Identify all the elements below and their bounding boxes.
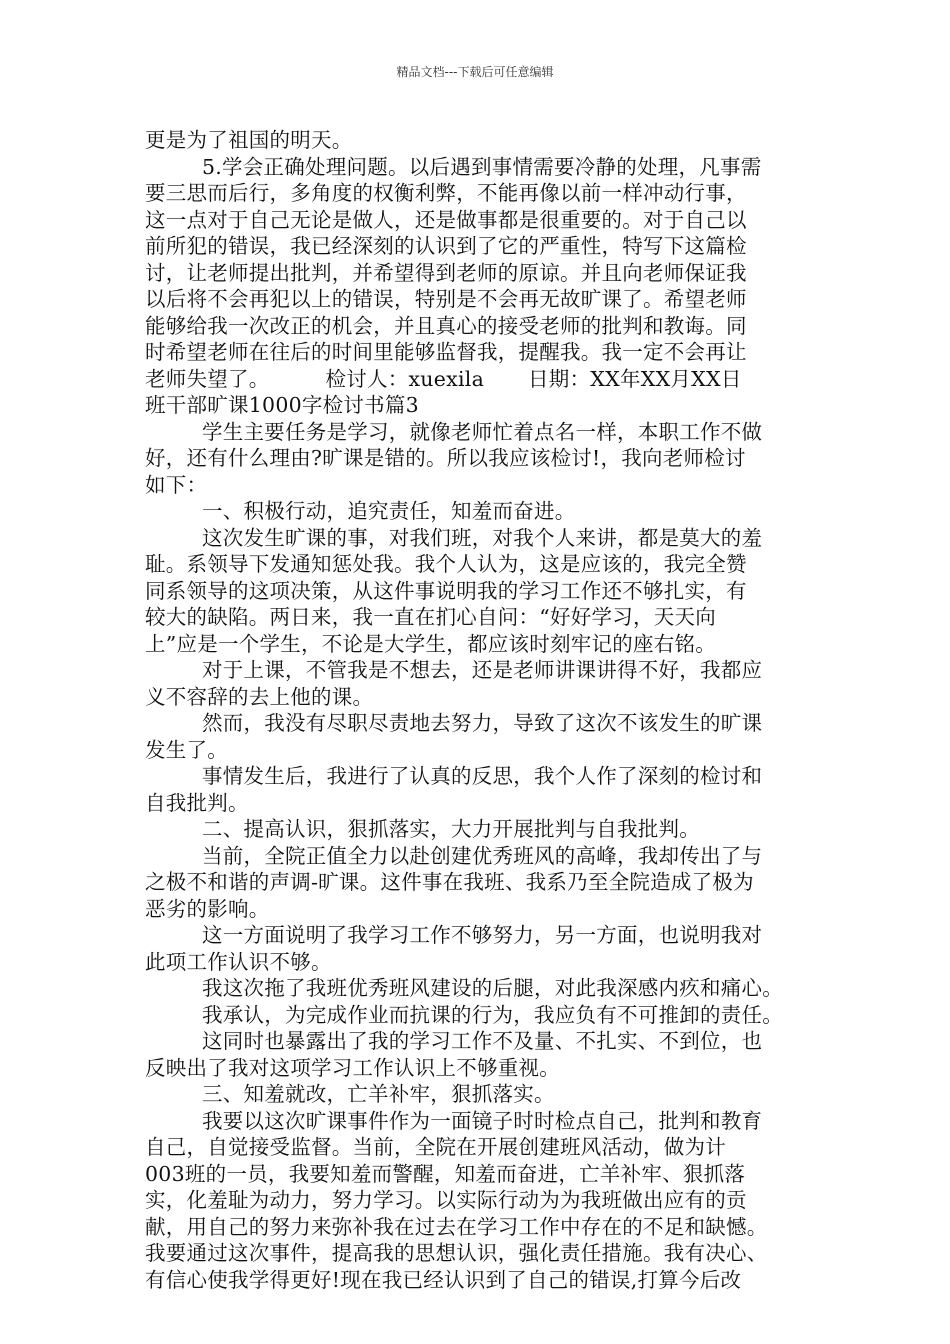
text-line: 这同时也暴露出了我的学习工作不及量、不扎实、不到位，也	[202, 1029, 763, 1053]
signature-date: 日期：XX年XX月XX日	[528, 366, 742, 391]
text-line: 一、积极行动，追究责任，知羞而奋进。	[202, 499, 576, 523]
text-line: 讨，让老师提出批判，并希望得到老师的原谅。并且向老师保证我	[145, 260, 747, 285]
text-line: 学生主要任务是学习，就像老师忙着点名一样，本职工作不做	[202, 419, 763, 444]
text-line: 献，用自己的努力来弥补我在过去在学习工作中存在的不足和缺憾。	[145, 1214, 768, 1239]
text-line: 对于上课，不管我是不想去，还是老师讲课讲得不好，我都应	[202, 658, 763, 682]
text-line: 二、提高认识，狠抓落实，大力开展批判与自我批判。	[202, 817, 700, 841]
text-line: 如下：	[145, 472, 208, 497]
document-body	[145, 127, 835, 1293]
text-line: 三、知羞就改，亡羊补牢，狠抓落实。	[202, 1082, 555, 1106]
text-line: 前所犯的错误，我已经深刻的认识到了它的严重性，特写下这篇检	[145, 234, 747, 258]
paragraph-block-1	[145, 127, 835, 366]
text-line: 这次发生旷课的事，对我们班，对我个人来讲，都是莫大的羞	[202, 525, 763, 550]
text-line: 自己，自觉接受监督。当前，全院在开展创建班风活动，做为计	[145, 1135, 726, 1159]
text-line: 上”应是一个学生，不论是大学生，都应该时刻牢记的座右铭。	[145, 631, 716, 656]
text-line: 我承认，为完成作业而抗课的行为，我应负有不可推卸的责任。	[202, 1002, 783, 1027]
text-line: 义不容辞的去上他的课。	[145, 684, 374, 709]
signature-line	[145, 366, 835, 393]
text-line: 003班的一员，我要知羞而警醒，知羞而奋进，亡羊补牢、狠抓落	[145, 1161, 746, 1186]
text-line: 能够给我一次改正的机会，并且真心的接受老师的批判和教诲。同	[145, 313, 747, 338]
text-line: 我要通过这次事件，提高我的思想认识，强化责任措施。我有决心、	[145, 1241, 768, 1265]
text-line: 较大的缺陷。两日来，我一直在扪心自问：“好好学习，天天向	[145, 605, 716, 629]
text-line: 以后将不会再犯以上的错误，特别是不会再无故旷课了。希望老师	[145, 287, 747, 311]
text-line: 我要以这次旷课事件作为一面镜子时时检点自己，批判和教育	[202, 1108, 763, 1133]
text-line: 好，还有什么理由?旷课是错的。所以我应该检讨!，我向老师检讨	[145, 446, 746, 470]
text-line: 我这次拖了我班优秀班风建设的后腿，对此我深感内疚和痛心。	[202, 976, 783, 1000]
text-line: 要三思而后行，多角度的权衡利弊，不能再像以前一样冲动行事，	[145, 181, 747, 205]
text-line: 时希望老师在往后的时间里能够监督我，提醒我。我一定不会再让	[145, 340, 747, 364]
text-line: 此项工作认识不够。	[145, 949, 332, 974]
text-line: 当前，全院正值全力以赴创建优秀班风的高峰，我却传出了与	[202, 843, 763, 868]
text-line: 之极不和谐的声调-旷课。这件事在我班、我系乃至全院造成了极为	[145, 870, 754, 894]
signature-lead: 老师失望了。	[145, 366, 270, 391]
text-line: 反映出了我对这项学习工作认识上不够重视。	[145, 1055, 560, 1080]
page-header: 精品文档---下载后可任意编辑	[396, 65, 554, 79]
text-line: 恶劣的影响。	[145, 896, 270, 921]
text-line: 更是为了祖国的明天。	[145, 128, 353, 152]
text-line: 这一方面说明了我学习工作不够努力，另一方面，也说明我对	[202, 923, 763, 947]
text-line: 5.学会正确处理问题。以后遇到事情需要冷静的处理，凡事需	[202, 154, 762, 179]
text-line: 同系领导的这项决策，从这件事说明我的学习工作还不够扎实，有	[145, 578, 747, 603]
signature-author: 检讨人：xuexila	[325, 366, 485, 391]
text-line: 有信心使我学得更好!现在我已经认识到了自己的错误,打算今后改	[145, 1267, 742, 1292]
text-line: 发生了。	[145, 737, 228, 762]
text-line: 班干部旷课1000字检讨书篇3	[145, 393, 419, 417]
text-line: 耻。系领导下发通知惩处我。我个人认为，这是应该的，我完全赞	[145, 552, 747, 576]
text-line: 自我批判。	[145, 790, 249, 815]
text-line: 这一点对于自己无论是做人，还是做事都是很重要的。对于自己以	[145, 207, 747, 232]
text-line: 事情发生后，我进行了认真的反思，我个人作了深刻的检讨和	[202, 764, 763, 788]
text-line: 实，化羞耻为动力，努力学习。以实际行动为为我班做出应有的贡	[145, 1188, 747, 1212]
text-line: 然而，我没有尽职尽责地去努力，导致了这次不该发生的旷课	[202, 711, 763, 735]
paragraph-block-2	[145, 392, 835, 1293]
